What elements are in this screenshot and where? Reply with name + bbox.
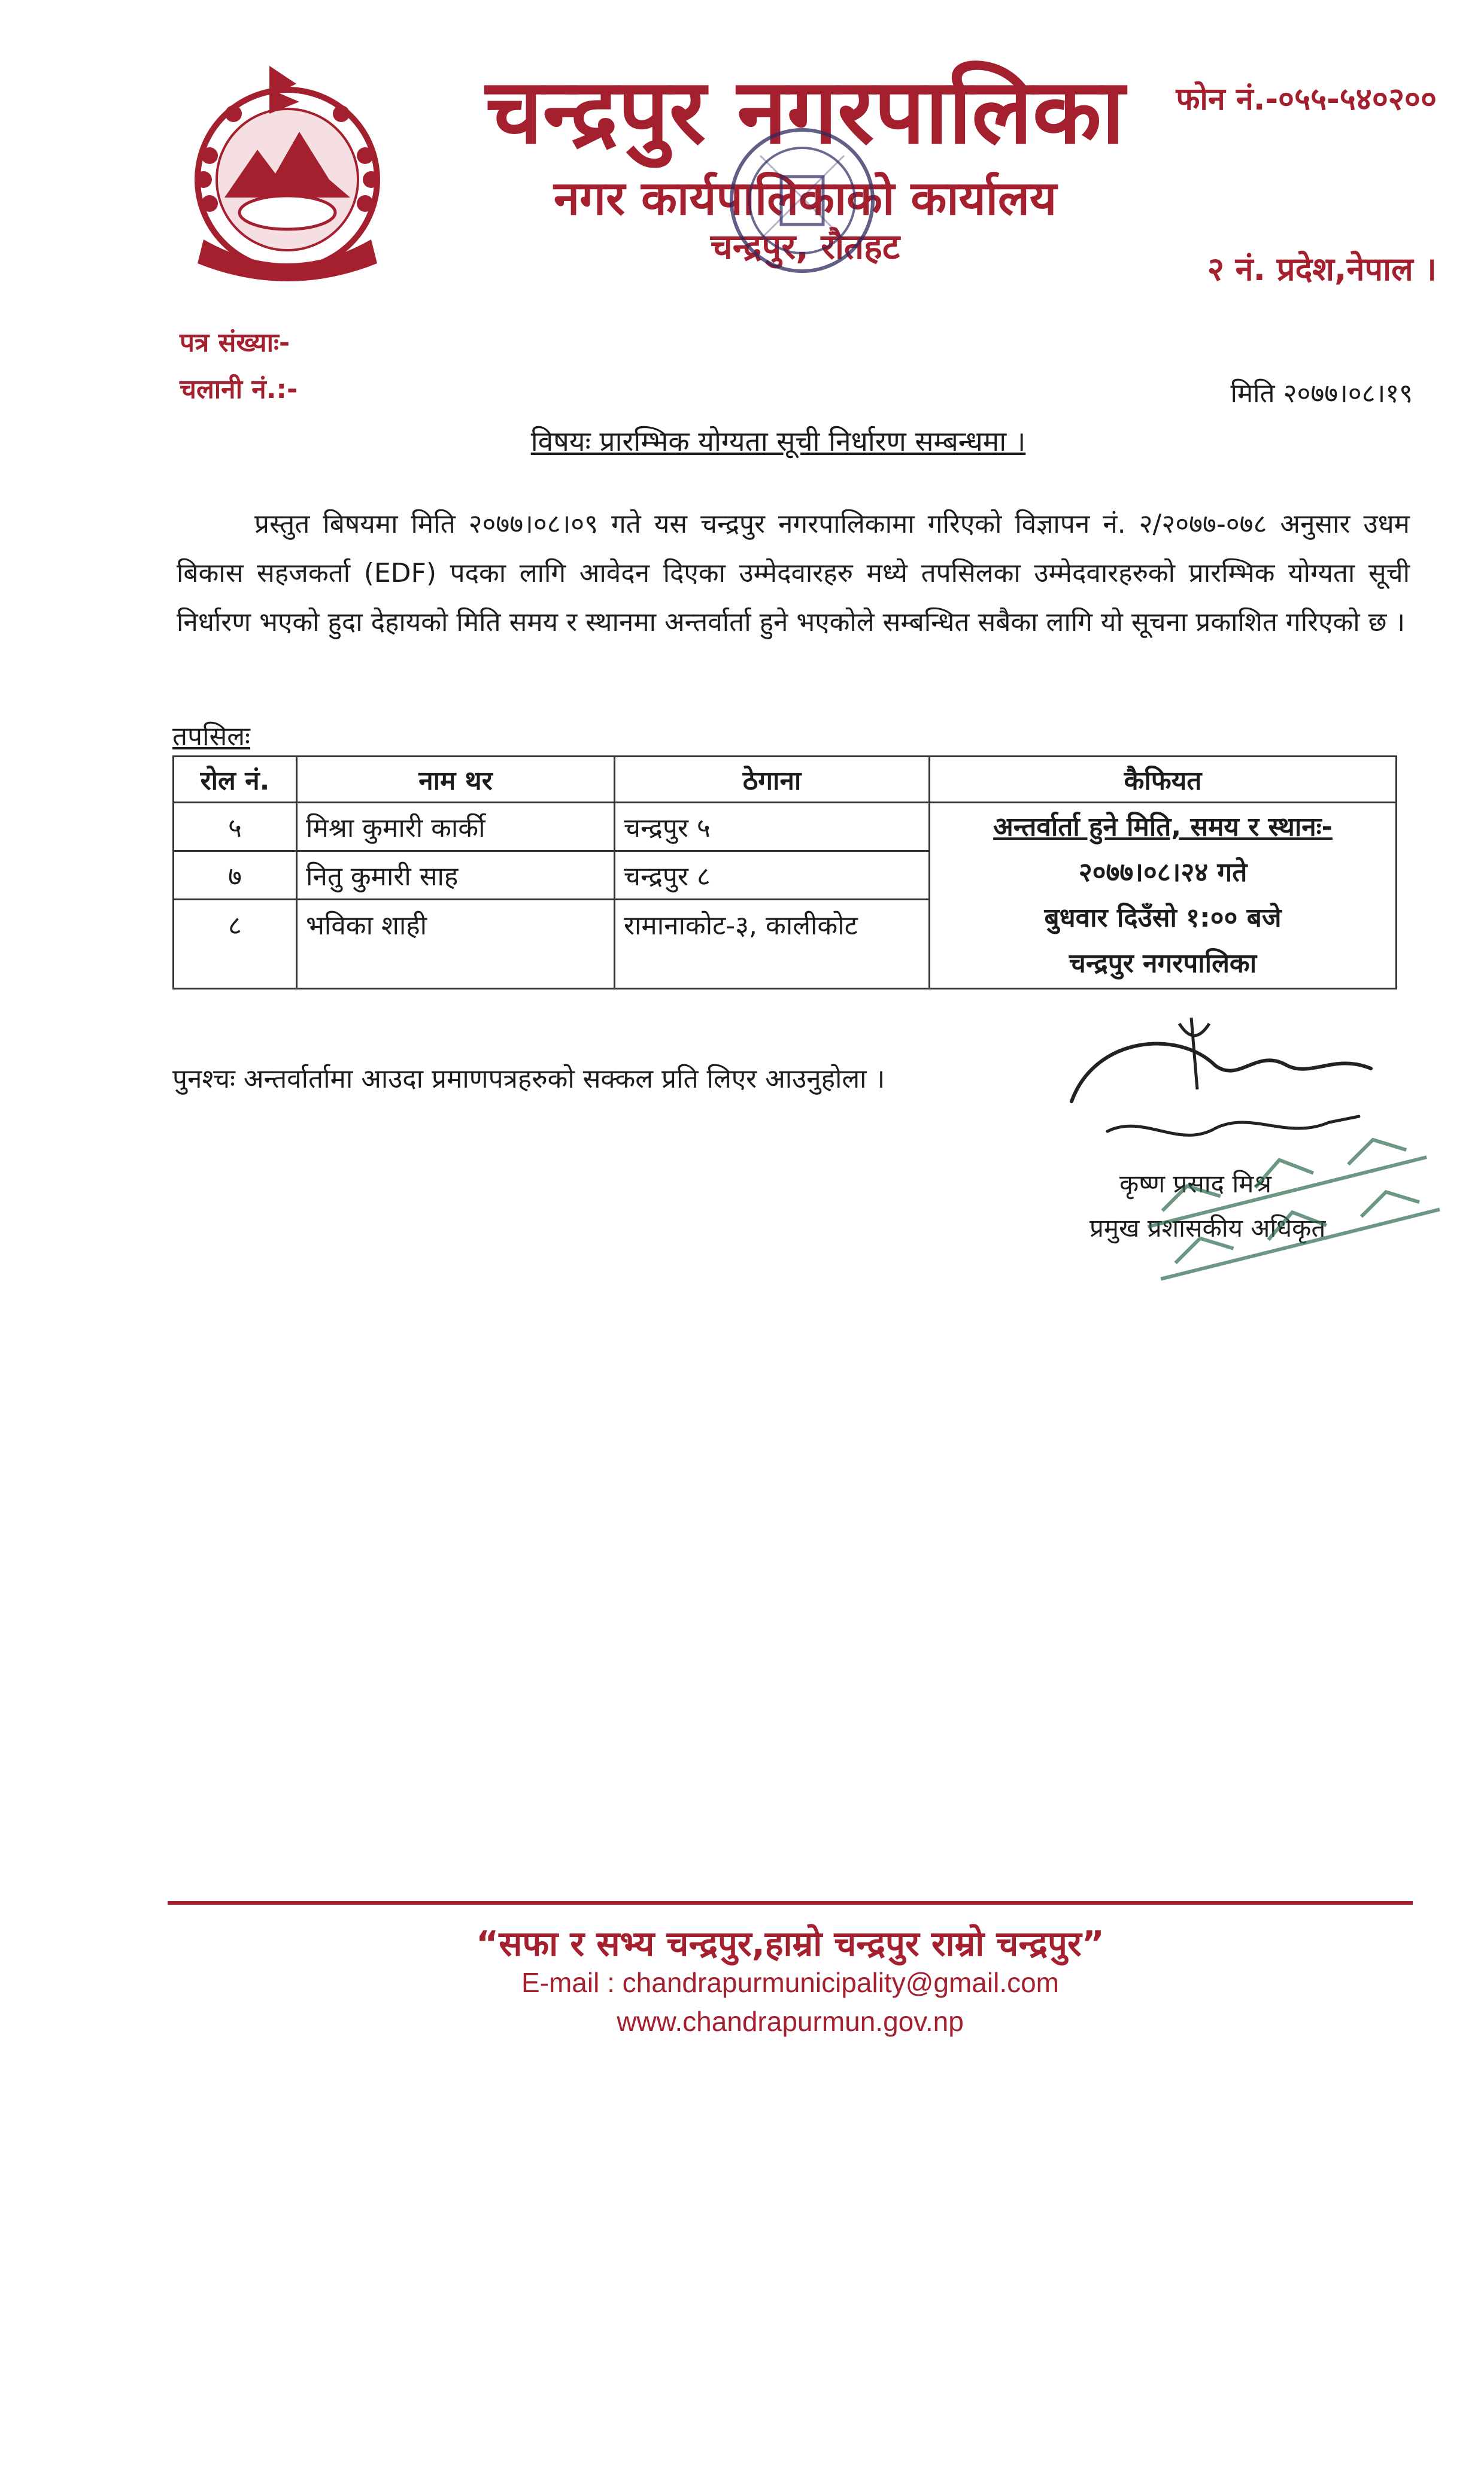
phone-number: फोन नं.-०५५-५४०२००	[1176, 81, 1437, 117]
table-header-row	[174, 757, 1397, 803]
subject-line	[180, 422, 1377, 459]
signer-title: प्रमुख प्रशासकीय अधिकृत	[1090, 1213, 1326, 1243]
table-row	[174, 803, 1397, 851]
cell-name: भविका शाही	[297, 900, 615, 989]
cell-address: चन्द्रपुर ५	[615, 803, 930, 851]
subject-text: विषयः प्रारम्भिक योग्यता सूची निर्धारण सम्बन्धमा ।	[530, 425, 1026, 457]
footer-email: E-mail : chandrapurmunicipality@gmail.com	[521, 1967, 1059, 1998]
cell-roll: ५	[174, 803, 297, 851]
nepal-government-emblem-icon	[180, 60, 395, 287]
interview-date: २०७७।०८।२४ गते	[1078, 857, 1248, 888]
header-address: ठेगाना	[615, 757, 930, 803]
cell-roll: ८	[174, 900, 297, 989]
cell-address: चन्द्रपुर ८	[615, 851, 930, 900]
footer-slogan: “सफा र सभ्य चन्द्रपुर,हाम्रो चन्द्रपुर राम्रो चन्द्रपुर”	[476, 1923, 1104, 1964]
body-paragraph: प्रस्तुत बिषयमा मिति २०७७।०८।०९ गते यस चन्द्रपुर नगरपालिकामा गरिएको विज्ञापन नं. २/२०७७-०७८ अनुसार उधम बिकास सहजकर्ता (EDF) पदका लागि आवेदन दिएका उम्मेदवारहरु मध्ये तपसिलका उम्मेदवारहरुको प्रारम्भिक योग्यता सूची निर्धारण भएको हुदा देहायको मिति समय र स्थानमा अन्तर्वार्ता हुने भएकोले सम्बन्धित सबैका लागि यो सूचना प्रकाशित गरिएको छ ।	[177, 509, 1410, 638]
organization-name: चन्द्रपुर नगरपालिका	[485, 60, 1125, 164]
dispatch-number-label: चलानी नं.:-	[180, 374, 298, 405]
letter-date: मिति २०७७।०८।१९	[1230, 378, 1413, 409]
table-caption: तपसिलः	[172, 721, 250, 752]
interview-heading: अन्तर्वार्ता हुने मिति, समय र स्थानः-	[993, 812, 1333, 842]
candidate-table	[172, 755, 1397, 989]
postscript: पुनश्चः अन्तर्वार्तामा आउदा प्रमाणपत्रहरुको सक्कल प्रति लिएर आउनुहोला ।	[172, 1064, 885, 1094]
office-round-stamp-icon	[724, 120, 880, 281]
cell-address: रामानाकोट-३, कालीकोट	[615, 900, 930, 989]
cell-name: नितु कुमारी साह	[297, 851, 615, 900]
letter-number-label: पत्र संख्याः-	[180, 327, 290, 358]
header-roll: रोल नं.	[174, 757, 297, 803]
province-label: २ नं. प्रदेश,नेपाल ।	[1207, 250, 1437, 288]
header-name: नाम थर	[297, 757, 615, 803]
officer-name-stamp-icon	[1125, 1125, 1461, 1305]
cell-roll: ७	[174, 851, 297, 900]
cell-name: मिश्रा कुमारी कार्की	[297, 803, 615, 851]
interview-place: चन्द्रपुर नगरपालिका	[1069, 948, 1257, 979]
office-address: चन्द्रपुर, रौतहट	[710, 226, 900, 267]
header-remarks: कैफियत	[930, 757, 1397, 803]
footer-website: www.chandrapurmun.gov.np	[617, 2006, 964, 2037]
remarks-cell	[930, 803, 1397, 989]
interview-time: बुधवार दिउँसो १:०० बजे	[1044, 903, 1282, 933]
office-name: नगर कार्यपालिकाको कार्यालय	[553, 172, 1057, 226]
footer-divider	[168, 1901, 1413, 1905]
signer-name: कृष्ण प्रसाद मिश्र	[1119, 1169, 1272, 1198]
